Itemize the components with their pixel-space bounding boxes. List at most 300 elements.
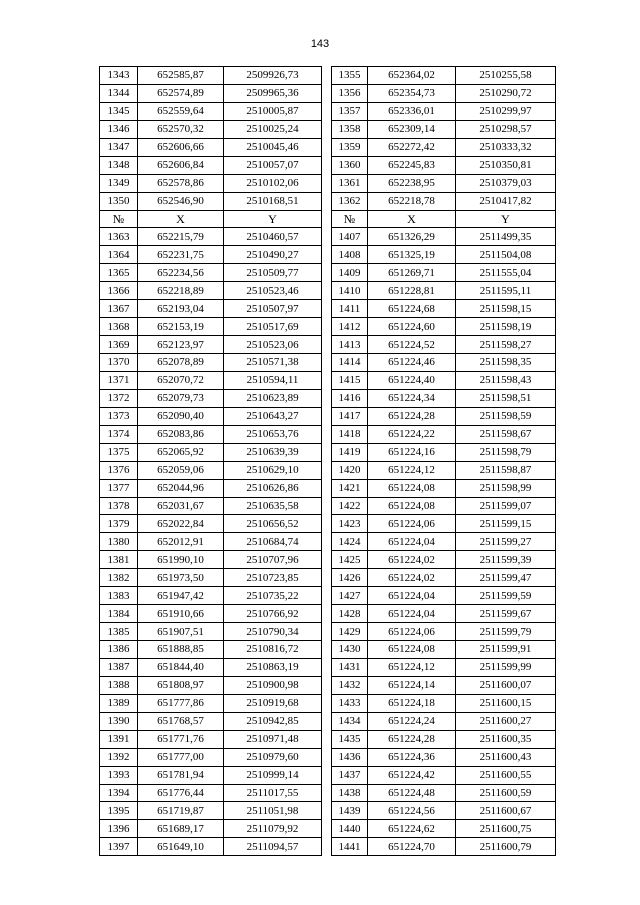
point-number-cell: 1379 xyxy=(100,515,138,533)
table-row xyxy=(100,192,322,210)
x-coordinate-cell: 651947,42 xyxy=(138,587,224,605)
y-coordinate-cell: 2510417,82 xyxy=(456,192,556,210)
point-number-cell: 1439 xyxy=(332,802,368,820)
y-coordinate-cell: 2511599,59 xyxy=(456,587,556,605)
point-number-cell: 1343 xyxy=(100,67,138,85)
x-coordinate-cell: 652218,78 xyxy=(368,192,456,210)
x-coordinate-cell: 651224,42 xyxy=(368,766,456,784)
table-row xyxy=(332,658,556,676)
point-number-cell: 1356 xyxy=(332,84,368,102)
point-number-cell: 1344 xyxy=(100,84,138,102)
x-coordinate-cell: 651224,02 xyxy=(368,551,456,569)
x-coordinate-cell: 652574,89 xyxy=(138,84,224,102)
point-number-cell: 1372 xyxy=(100,389,138,407)
table-row xyxy=(332,389,556,407)
x-coordinate-cell: 651224,08 xyxy=(368,497,456,515)
point-number-cell: 1422 xyxy=(332,497,368,515)
x-coordinate-cell: 651224,24 xyxy=(368,712,456,730)
y-coordinate-cell: 2510653,76 xyxy=(224,425,322,443)
point-number-cell: 1392 xyxy=(100,748,138,766)
x-coordinate-cell: 651224,60 xyxy=(368,318,456,336)
y-coordinate-cell: 2511017,55 xyxy=(224,784,322,802)
point-number-cell: 1420 xyxy=(332,461,368,479)
y-coordinate-cell: 2510635,58 xyxy=(224,497,322,515)
x-coordinate-cell: 652245,83 xyxy=(368,156,456,174)
x-coordinate-cell: 651224,48 xyxy=(368,784,456,802)
table-row xyxy=(100,246,322,264)
table-row xyxy=(100,605,322,623)
table-row xyxy=(100,766,322,784)
table-row xyxy=(332,336,556,354)
point-number-cell: 1387 xyxy=(100,658,138,676)
point-number-cell: 1437 xyxy=(332,766,368,784)
table-row xyxy=(100,694,322,712)
x-coordinate-cell: 651649,10 xyxy=(138,838,224,856)
point-number-cell: 1433 xyxy=(332,694,368,712)
y-coordinate-cell: 2511599,07 xyxy=(456,497,556,515)
table-row xyxy=(332,676,556,694)
point-number-cell: 1382 xyxy=(100,569,138,587)
x-coordinate-cell: 652546,90 xyxy=(138,192,224,210)
y-coordinate-cell: 2511599,15 xyxy=(456,515,556,533)
table-row xyxy=(100,264,322,282)
point-number-cell: 1413 xyxy=(332,336,368,354)
y-coordinate-cell: 2510626,86 xyxy=(224,479,322,497)
table-row xyxy=(332,605,556,623)
point-number-cell: 1431 xyxy=(332,658,368,676)
table-row xyxy=(100,174,322,192)
point-number-cell: 1364 xyxy=(100,246,138,264)
y-coordinate-cell: 2511600,55 xyxy=(456,766,556,784)
x-coordinate-cell: 651768,57 xyxy=(138,712,224,730)
x-coordinate-cell: 652059,06 xyxy=(138,461,224,479)
y-coordinate-cell: 2510509,77 xyxy=(224,264,322,282)
table-row xyxy=(332,784,556,802)
point-number-cell: 1380 xyxy=(100,533,138,551)
y-coordinate-cell: 2510057,07 xyxy=(224,156,322,174)
point-number-cell: 1395 xyxy=(100,802,138,820)
table-row xyxy=(100,802,322,820)
table-row xyxy=(100,228,322,246)
x-coordinate-cell: 652606,84 xyxy=(138,156,224,174)
y-coordinate-cell: 2510723,85 xyxy=(224,569,322,587)
x-coordinate-cell: 651224,16 xyxy=(368,443,456,461)
table-header-row xyxy=(100,210,322,228)
coordinates-table-left xyxy=(99,66,322,856)
x-coordinate-cell: 651224,02 xyxy=(368,569,456,587)
x-coordinate-cell: 652238,95 xyxy=(368,174,456,192)
point-number-cell: 1397 xyxy=(100,838,138,856)
point-number-cell: 1393 xyxy=(100,766,138,784)
point-number-cell: 1350 xyxy=(100,192,138,210)
y-coordinate-cell: 2511599,79 xyxy=(456,623,556,641)
table-row xyxy=(332,174,556,192)
table-row xyxy=(332,533,556,551)
y-coordinate-cell: 2510333,32 xyxy=(456,138,556,156)
y-coordinate-cell: 2510629,10 xyxy=(224,461,322,479)
x-coordinate-cell: 652364,02 xyxy=(368,67,456,85)
y-coordinate-cell: 2509926,73 xyxy=(224,67,322,85)
point-number-cell: 1417 xyxy=(332,407,368,425)
point-number-cell: 1347 xyxy=(100,138,138,156)
x-coordinate-cell: 651719,87 xyxy=(138,802,224,820)
y-coordinate-cell: 2510255,58 xyxy=(456,67,556,85)
y-coordinate-cell: 2510707,96 xyxy=(224,551,322,569)
y-coordinate-cell: 2510045,46 xyxy=(224,138,322,156)
table-row xyxy=(100,497,322,515)
y-coordinate-cell: 2511600,35 xyxy=(456,730,556,748)
x-coordinate-cell: 652336,01 xyxy=(368,102,456,120)
table-row xyxy=(100,784,322,802)
y-coordinate-cell: 2511598,67 xyxy=(456,425,556,443)
table-row xyxy=(332,515,556,533)
table-row xyxy=(100,533,322,551)
table-row xyxy=(100,300,322,318)
page-number: 143 xyxy=(310,38,330,50)
x-coordinate-cell: 652309,14 xyxy=(368,120,456,138)
table-row xyxy=(100,623,322,641)
point-number-cell: 1355 xyxy=(332,67,368,85)
y-coordinate-cell: 2511600,75 xyxy=(456,820,556,838)
table-row xyxy=(100,389,322,407)
point-number-cell: 1369 xyxy=(100,336,138,354)
point-number-cell: 1396 xyxy=(100,820,138,838)
table-row xyxy=(332,443,556,461)
table-row xyxy=(332,641,556,659)
x-coordinate-cell: 651224,56 xyxy=(368,802,456,820)
y-coordinate-cell: 2511051,98 xyxy=(224,802,322,820)
y-coordinate-cell: 2510298,57 xyxy=(456,120,556,138)
table-row xyxy=(100,748,322,766)
table-row xyxy=(100,120,322,138)
table-row xyxy=(332,120,556,138)
table-row xyxy=(100,156,322,174)
x-coordinate-cell: 651224,36 xyxy=(368,748,456,766)
point-number-cell: 1441 xyxy=(332,838,368,856)
y-coordinate-cell: 2511598,35 xyxy=(456,354,556,372)
x-coordinate-cell: 651844,40 xyxy=(138,658,224,676)
x-coordinate-cell: 651973,50 xyxy=(138,569,224,587)
y-coordinate-cell: 2511600,27 xyxy=(456,712,556,730)
table-row xyxy=(332,730,556,748)
point-number-cell: 1383 xyxy=(100,587,138,605)
x-coordinate-cell: 652153,19 xyxy=(138,318,224,336)
number-column-header: № xyxy=(100,210,138,228)
y-column-header: Y xyxy=(224,210,322,228)
point-number-cell: 1440 xyxy=(332,820,368,838)
table-row xyxy=(332,264,556,282)
x-coordinate-cell: 652079,73 xyxy=(138,389,224,407)
table-row xyxy=(100,371,322,389)
table-row xyxy=(332,712,556,730)
point-number-cell: 1373 xyxy=(100,407,138,425)
table-row xyxy=(100,641,322,659)
table-row xyxy=(332,102,556,120)
x-coordinate-cell: 652578,86 xyxy=(138,174,224,192)
x-coordinate-cell: 651907,51 xyxy=(138,623,224,641)
y-coordinate-cell: 2510863,19 xyxy=(224,658,322,676)
y-coordinate-cell: 2511600,07 xyxy=(456,676,556,694)
point-number-cell: 1394 xyxy=(100,784,138,802)
y-coordinate-cell: 2511600,43 xyxy=(456,748,556,766)
y-coordinate-cell: 2511598,87 xyxy=(456,461,556,479)
number-column-header: № xyxy=(332,210,368,228)
point-number-cell: 1359 xyxy=(332,138,368,156)
point-number-cell: 1367 xyxy=(100,300,138,318)
y-coordinate-cell: 2510460,57 xyxy=(224,228,322,246)
x-coordinate-cell: 652022,84 xyxy=(138,515,224,533)
point-number-cell: 1416 xyxy=(332,389,368,407)
point-number-cell: 1365 xyxy=(100,264,138,282)
table-row xyxy=(332,497,556,515)
y-coordinate-cell: 2511599,47 xyxy=(456,569,556,587)
table-row xyxy=(332,802,556,820)
x-coordinate-cell: 651224,34 xyxy=(368,389,456,407)
y-coordinate-cell: 2510507,97 xyxy=(224,300,322,318)
x-coordinate-cell: 652218,89 xyxy=(138,282,224,300)
x-column-header: X xyxy=(368,210,456,228)
point-number-cell: 1438 xyxy=(332,784,368,802)
y-coordinate-cell: 2511598,51 xyxy=(456,389,556,407)
y-coordinate-cell: 2510290,72 xyxy=(456,84,556,102)
table-row xyxy=(332,820,556,838)
point-number-cell: 1371 xyxy=(100,371,138,389)
x-coordinate-cell: 651888,85 xyxy=(138,641,224,659)
point-number-cell: 1428 xyxy=(332,605,368,623)
y-coordinate-cell: 2510299,97 xyxy=(456,102,556,120)
x-coordinate-cell: 651689,17 xyxy=(138,820,224,838)
x-coordinate-cell: 651224,70 xyxy=(368,838,456,856)
point-number-cell: 1415 xyxy=(332,371,368,389)
table-row xyxy=(332,67,556,85)
table-row xyxy=(332,138,556,156)
y-coordinate-cell: 2510639,39 xyxy=(224,443,322,461)
point-number-cell: 1363 xyxy=(100,228,138,246)
table-row xyxy=(100,730,322,748)
point-number-cell: 1345 xyxy=(100,102,138,120)
table-row xyxy=(332,569,556,587)
point-number-cell: 1386 xyxy=(100,641,138,659)
point-number-cell: 1432 xyxy=(332,676,368,694)
table-row xyxy=(100,138,322,156)
y-coordinate-cell: 2510684,74 xyxy=(224,533,322,551)
table-row xyxy=(100,551,322,569)
y-coordinate-cell: 2511599,67 xyxy=(456,605,556,623)
table-row xyxy=(100,282,322,300)
x-coordinate-cell: 652570,32 xyxy=(138,120,224,138)
x-coordinate-cell: 651224,06 xyxy=(368,515,456,533)
point-number-cell: 1366 xyxy=(100,282,138,300)
point-number-cell: 1388 xyxy=(100,676,138,694)
x-coordinate-cell: 651224,52 xyxy=(368,336,456,354)
y-coordinate-cell: 2511599,91 xyxy=(456,641,556,659)
x-coordinate-cell: 652234,56 xyxy=(138,264,224,282)
y-coordinate-cell: 2511598,43 xyxy=(456,371,556,389)
y-coordinate-cell: 2511504,08 xyxy=(456,246,556,264)
point-number-cell: 1349 xyxy=(100,174,138,192)
point-number-cell: 1427 xyxy=(332,587,368,605)
x-coordinate-cell: 651777,86 xyxy=(138,694,224,712)
point-number-cell: 1389 xyxy=(100,694,138,712)
point-number-cell: 1429 xyxy=(332,623,368,641)
table-row xyxy=(100,569,322,587)
x-coordinate-cell: 651910,66 xyxy=(138,605,224,623)
table-row xyxy=(100,838,322,856)
x-coordinate-cell: 652585,87 xyxy=(138,67,224,85)
x-coordinate-cell: 652354,73 xyxy=(368,84,456,102)
x-column-header: X xyxy=(138,210,224,228)
y-coordinate-cell: 2510571,38 xyxy=(224,354,322,372)
x-coordinate-cell: 651224,04 xyxy=(368,605,456,623)
table-row xyxy=(100,354,322,372)
x-coordinate-cell: 652012,91 xyxy=(138,533,224,551)
y-coordinate-cell: 2510766,92 xyxy=(224,605,322,623)
table-row xyxy=(332,84,556,102)
y-coordinate-cell: 2510643,27 xyxy=(224,407,322,425)
point-number-cell: 1425 xyxy=(332,551,368,569)
x-coordinate-cell: 652070,72 xyxy=(138,371,224,389)
y-coordinate-cell: 2511600,79 xyxy=(456,838,556,856)
point-number-cell: 1377 xyxy=(100,479,138,497)
table-row xyxy=(100,84,322,102)
table-row xyxy=(332,354,556,372)
point-number-cell: 1421 xyxy=(332,479,368,497)
y-coordinate-cell: 2511600,15 xyxy=(456,694,556,712)
x-coordinate-cell: 651224,28 xyxy=(368,407,456,425)
table-header-row xyxy=(332,210,556,228)
table-row xyxy=(332,587,556,605)
y-coordinate-cell: 2511499,35 xyxy=(456,228,556,246)
table-row xyxy=(332,551,556,569)
x-coordinate-cell: 651224,08 xyxy=(368,641,456,659)
point-number-cell: 1419 xyxy=(332,443,368,461)
y-coordinate-cell: 2511598,79 xyxy=(456,443,556,461)
y-coordinate-cell: 2511599,39 xyxy=(456,551,556,569)
point-number-cell: 1418 xyxy=(332,425,368,443)
y-coordinate-cell: 2511598,27 xyxy=(456,336,556,354)
x-coordinate-cell: 652078,89 xyxy=(138,354,224,372)
y-coordinate-cell: 2510623,89 xyxy=(224,389,322,407)
y-coordinate-cell: 2510025,24 xyxy=(224,120,322,138)
y-coordinate-cell: 2510999,14 xyxy=(224,766,322,784)
point-number-cell: 1435 xyxy=(332,730,368,748)
x-coordinate-cell: 651777,00 xyxy=(138,748,224,766)
table-row xyxy=(332,425,556,443)
x-coordinate-cell: 651808,97 xyxy=(138,676,224,694)
y-coordinate-cell: 2511555,04 xyxy=(456,264,556,282)
point-number-cell: 1368 xyxy=(100,318,138,336)
table-row xyxy=(100,102,322,120)
point-number-cell: 1390 xyxy=(100,712,138,730)
point-number-cell: 1385 xyxy=(100,623,138,641)
table-row xyxy=(332,694,556,712)
table-row xyxy=(332,461,556,479)
y-coordinate-cell: 2510102,06 xyxy=(224,174,322,192)
point-number-cell: 1381 xyxy=(100,551,138,569)
x-coordinate-cell: 651776,44 xyxy=(138,784,224,802)
point-number-cell: 1407 xyxy=(332,228,368,246)
point-number-cell: 1412 xyxy=(332,318,368,336)
point-number-cell: 1426 xyxy=(332,569,368,587)
point-number-cell: 1384 xyxy=(100,605,138,623)
x-coordinate-cell: 651224,62 xyxy=(368,820,456,838)
y-coordinate-cell: 2511079,92 xyxy=(224,820,322,838)
y-coordinate-cell: 2510523,06 xyxy=(224,336,322,354)
y-coordinate-cell: 2510900,98 xyxy=(224,676,322,694)
y-coordinate-cell: 2511599,99 xyxy=(456,658,556,676)
table-row xyxy=(332,282,556,300)
x-coordinate-cell: 651224,18 xyxy=(368,694,456,712)
point-number-cell: 1361 xyxy=(332,174,368,192)
point-number-cell: 1414 xyxy=(332,354,368,372)
x-coordinate-cell: 651224,28 xyxy=(368,730,456,748)
table-row xyxy=(332,407,556,425)
table-row xyxy=(332,300,556,318)
table-row xyxy=(332,838,556,856)
table-row xyxy=(100,712,322,730)
x-coordinate-cell: 651224,12 xyxy=(368,658,456,676)
y-coordinate-cell: 2511094,57 xyxy=(224,838,322,856)
x-coordinate-cell: 651224,12 xyxy=(368,461,456,479)
table-row xyxy=(100,461,322,479)
x-coordinate-cell: 651224,40 xyxy=(368,371,456,389)
x-coordinate-cell: 651224,68 xyxy=(368,300,456,318)
table-row xyxy=(332,623,556,641)
y-coordinate-cell: 2510735,22 xyxy=(224,587,322,605)
point-number-cell: 1374 xyxy=(100,425,138,443)
x-coordinate-cell: 651224,14 xyxy=(368,676,456,694)
y-coordinate-cell: 2510490,27 xyxy=(224,246,322,264)
point-number-cell: 1430 xyxy=(332,641,368,659)
y-coordinate-cell: 2509965,36 xyxy=(224,84,322,102)
table-row xyxy=(100,820,322,838)
table-row xyxy=(100,676,322,694)
table-row xyxy=(100,587,322,605)
x-coordinate-cell: 652215,79 xyxy=(138,228,224,246)
y-coordinate-cell: 2510168,51 xyxy=(224,192,322,210)
y-coordinate-cell: 2511600,67 xyxy=(456,802,556,820)
x-coordinate-cell: 652044,96 xyxy=(138,479,224,497)
y-coordinate-cell: 2510594,11 xyxy=(224,371,322,389)
point-number-cell: 1362 xyxy=(332,192,368,210)
table-row xyxy=(332,748,556,766)
x-coordinate-cell: 652031,67 xyxy=(138,497,224,515)
x-coordinate-cell: 651228,81 xyxy=(368,282,456,300)
x-coordinate-cell: 652065,92 xyxy=(138,443,224,461)
point-number-cell: 1424 xyxy=(332,533,368,551)
y-column-header: Y xyxy=(456,210,556,228)
y-coordinate-cell: 2511598,15 xyxy=(456,300,556,318)
y-coordinate-cell: 2510350,81 xyxy=(456,156,556,174)
x-coordinate-cell: 651781,94 xyxy=(138,766,224,784)
table-row xyxy=(332,318,556,336)
table-row xyxy=(100,479,322,497)
y-coordinate-cell: 2510942,85 xyxy=(224,712,322,730)
x-coordinate-cell: 651224,08 xyxy=(368,479,456,497)
y-coordinate-cell: 2511599,27 xyxy=(456,533,556,551)
x-coordinate-cell: 651326,29 xyxy=(368,228,456,246)
point-number-cell: 1348 xyxy=(100,156,138,174)
y-coordinate-cell: 2511598,59 xyxy=(456,407,556,425)
point-number-cell: 1358 xyxy=(332,120,368,138)
x-coordinate-cell: 652272,42 xyxy=(368,138,456,156)
table-row xyxy=(100,407,322,425)
coordinates-table-right xyxy=(331,66,556,856)
table-row xyxy=(332,246,556,264)
x-coordinate-cell: 651224,04 xyxy=(368,533,456,551)
y-coordinate-cell: 2510379,03 xyxy=(456,174,556,192)
x-coordinate-cell: 651990,10 xyxy=(138,551,224,569)
